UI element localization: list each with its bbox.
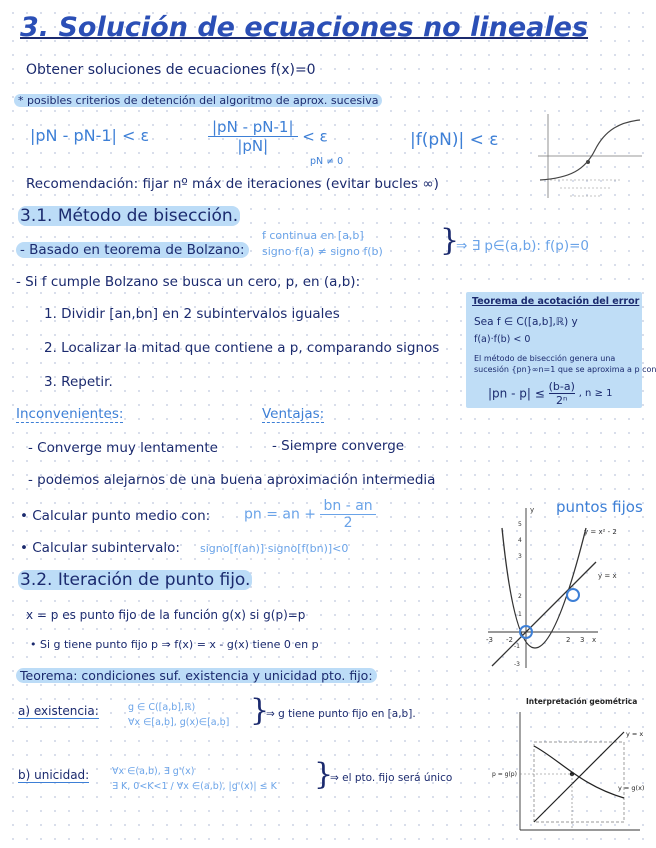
existence-cond-1: g ∈ C([a,b],ℝ)	[128, 702, 196, 713]
graph-fixed-xtick-4: 3	[580, 636, 585, 644]
graph-fixed-ytick-7: -1	[514, 643, 520, 650]
midpoint-label: • Calcular punto medio con:	[20, 508, 211, 524]
error-bound-num: (b-a)	[548, 380, 575, 393]
midpoint-lhs: pn = an +	[244, 506, 317, 523]
fixed-point-heading-text: 3.2. Iteración de punto fijo.	[20, 570, 251, 590]
graph-fixed-xtick-1: -3	[486, 636, 493, 644]
bolzano-label	[16, 242, 249, 258]
bolzano-implication: ⇒ ∃ p∈(a,b): f(p)=0	[456, 238, 590, 254]
objective-text: Obtener soluciones de ecuaciones f(x)=0	[26, 62, 316, 78]
drawbacks-heading	[16, 406, 123, 422]
page-title: 3. Solución de ecuaciones no lineales	[20, 12, 589, 43]
criterion-relative-rel: < ε	[302, 127, 328, 146]
error-bound-line1: Sea f ∈ C([a,b],ℝ) y	[474, 316, 578, 328]
criterion-residual: |f(pN)| < ε	[410, 130, 499, 150]
sketch-point	[586, 160, 590, 164]
existence-conditions	[128, 700, 229, 730]
graph-fixed-ytick-8: -3	[514, 661, 520, 668]
sigmoid-sketch	[530, 110, 648, 202]
uniqueness-brace: }	[314, 757, 334, 792]
existence-label-text: a) existencia:	[18, 704, 99, 718]
sketch-curve	[540, 120, 640, 180]
geo-line-label: y = x	[626, 730, 644, 738]
criterion-absolute: |pN - pN-1| < ε	[30, 126, 150, 145]
bolzano-search-text: - Si f cumple Bolzano se busca un cero, p, en (a,b):	[16, 274, 361, 290]
bolzano-conditions	[262, 228, 383, 260]
criteria-intro-text: * posibles criterios de detención del algoritmo de aprox. sucesiva	[14, 94, 382, 107]
graph-fixed-xtick-5: x	[592, 636, 597, 644]
criterion-relative-cond: pN ≠ 0	[310, 156, 344, 167]
bolzano-cond-continuous: f continua en [a,b]	[262, 229, 364, 242]
subinterval-formula: signo[f(an)]·signo[f(bn)]<0	[200, 542, 349, 555]
graph-fixed-ytick-4: 3	[518, 553, 522, 560]
subinterval-label: • Calcular subintervalo:	[20, 540, 180, 556]
bisection-step-1: 1. Dividir [an,bn] en 2 subintervalos iguales	[44, 306, 340, 322]
error-bound-lhs: |pn - p| ≤	[488, 386, 545, 401]
bolzano-cond-sign: signo f(a) ≠ signo f(b)	[262, 245, 383, 258]
uniqueness-label	[18, 768, 89, 782]
theorem-line	[16, 668, 377, 683]
criteria-intro	[14, 94, 382, 107]
recommendation-text: Recomendación: fijar nº máx de iteraciones (evitar bucles ∞)	[26, 176, 439, 192]
error-bound-title: Teorema de acotación del error	[472, 296, 640, 307]
drawback-slow: - Converge muy lentamente	[28, 440, 218, 456]
graph-fixed-ytick-3: 4	[518, 537, 522, 544]
theorem-text: Teorema: condiciones suf. existencia y unicidad pto. fijo:	[16, 668, 377, 683]
graph-fixed-ytick-6: 1	[518, 611, 522, 618]
geo-p-label: p = g(p)	[492, 771, 517, 778]
uniqueness-cond-2: ∃ K, 0<K<1 / ∀x ∈(a,b), |g'(x)| ≤ K	[112, 781, 277, 792]
existence-brace: }	[250, 693, 270, 728]
graph-fixed-line-label: y = x	[598, 572, 617, 580]
error-bound-formula	[488, 380, 613, 407]
uniqueness-cond-1: ∀x ∈(a,b), ∃ g'(x)	[112, 766, 195, 777]
error-bound-den: 2ⁿ	[556, 394, 568, 407]
bisection-step-3: 3. Repetir.	[44, 374, 113, 390]
uniqueness-label-text: b) unicidad:	[18, 768, 90, 782]
bolzano-brace: }	[440, 223, 460, 258]
advantages-heading-text: Ventajas:	[262, 406, 325, 422]
bisection-heading	[18, 206, 240, 226]
advantages-heading	[262, 406, 324, 422]
uniqueness-conditions	[112, 764, 277, 794]
geometric-graph-title: Interpretación geométrica	[526, 697, 638, 706]
criterion-relative-den: |pN|	[237, 137, 269, 155]
bisection-heading-text: 3.1. Método de bisección.	[20, 206, 239, 226]
uniqueness-result: ⇒ el pto. fijo será único	[330, 772, 453, 784]
existence-cond-2: ∀x ∈[a,b], g(x)∈[a,b]	[128, 717, 230, 728]
error-bound-rhs: , n ≥ 1	[578, 388, 613, 399]
geometric-graph	[490, 690, 646, 840]
graph-fixed-ytick-5: 2	[518, 593, 522, 600]
fixed-point-root: • Si g tiene punto fijo p ⇒ f(x) = x - g(x) tiene 0 en p	[30, 638, 319, 651]
error-bound-line4: sucesión {pn}∞n=1 que se aproxima a p con	[474, 365, 656, 374]
drawback-away: - podemos alejarnos de una buena aproximación intermedia	[28, 472, 436, 488]
drawbacks-heading-text: Inconvenientes:	[16, 406, 124, 422]
fixed-point-graph	[480, 498, 646, 674]
midpoint-formula	[244, 498, 376, 531]
fixed-point-marker-2	[567, 589, 579, 601]
error-bound-line2: f(a)·f(b) < 0	[474, 334, 531, 345]
graph-fixed-curve-label: y = x² - 2	[584, 528, 617, 536]
geo-curve-label: y = g(x)	[618, 784, 645, 792]
bisection-step-2: 2. Localizar la mitad que contiene a p, comparando signos	[44, 340, 440, 356]
error-bound-line3: El método de bisección genera una	[474, 354, 616, 363]
criterion-relative-num: |pN - pN-1|	[208, 118, 298, 137]
existence-result: ⇒ g tiene punto fijo en [a,b].	[266, 708, 416, 720]
midpoint-den: 2	[343, 515, 353, 531]
midpoint-num: bn - an	[320, 498, 375, 515]
graph-fixed-annotation: puntos fijos	[556, 498, 643, 516]
advantage-always: - Siempre converge	[272, 438, 405, 454]
error-bound-box	[466, 292, 656, 408]
graph-fixed-xtick-2: -2	[506, 636, 513, 644]
criterion-relative	[208, 118, 328, 155]
existence-label	[18, 704, 99, 718]
graph-fixed-ytick-1: y	[530, 506, 535, 514]
graph-fixed-ytick-2: 5	[518, 521, 522, 528]
graph-fixed-parabola	[502, 528, 586, 648]
graph-fixed-xtick-3: 2	[566, 636, 571, 644]
bolzano-label-text: - Basado en teorema de Bolzano:	[16, 242, 249, 258]
geo-curve	[534, 746, 624, 798]
fixed-point-def: x = p es punto fijo de la función g(x) si g(p)=p	[26, 608, 306, 622]
fixed-point-heading	[18, 570, 252, 590]
